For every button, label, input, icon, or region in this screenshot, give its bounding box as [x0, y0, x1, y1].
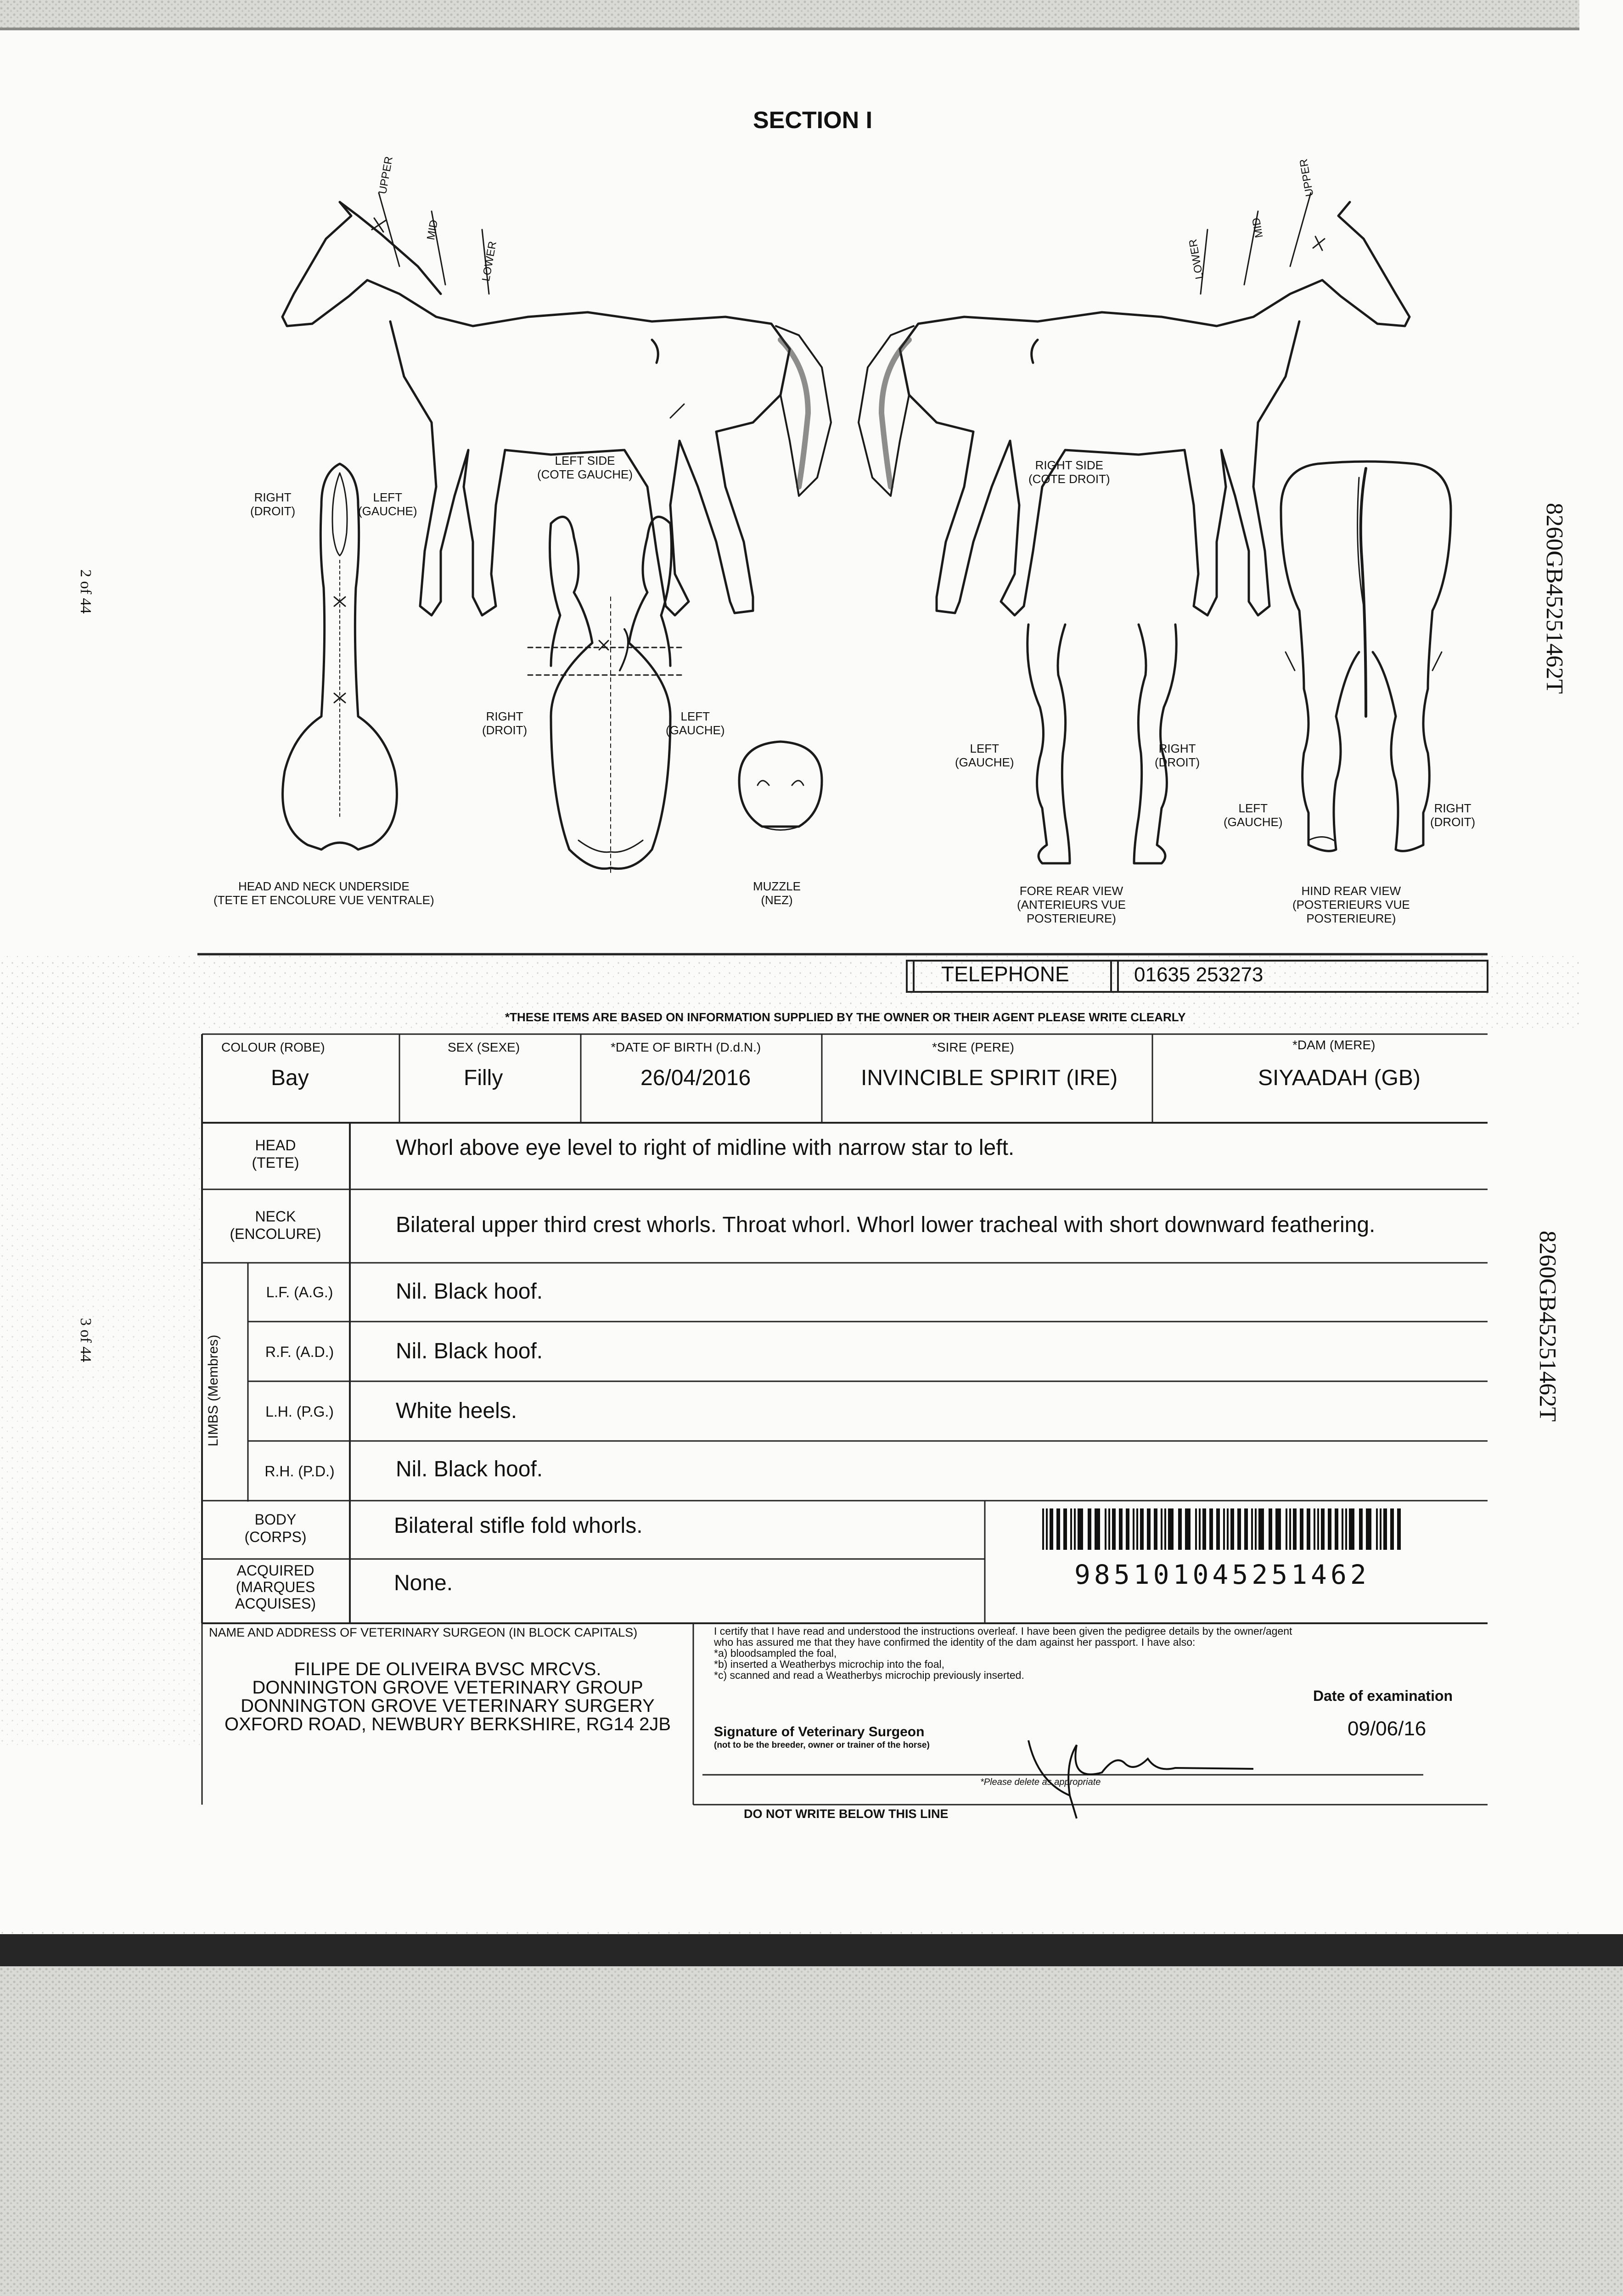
lh-label: L.H. (P.G.) — [265, 1403, 334, 1420]
dob-value: 26/04/2016 — [640, 1066, 751, 1090]
colour-value: Bay — [271, 1066, 309, 1090]
hind-left-label: LEFT (GAUCHE) — [1224, 801, 1283, 829]
vet-practice: DONNINGTON GROVE VETERINARY GROUP — [252, 1677, 643, 1698]
head-left-label: LEFT (GAUCHE) — [666, 709, 725, 737]
rh-label: R.H. (P.D.) — [264, 1463, 335, 1480]
lf-label: L.F. (A.G.) — [266, 1284, 333, 1300]
fore-rear-view-label: FORE REAR VIEW (ANTERIEURS VUE POSTERIEURE) — [1017, 884, 1126, 925]
section-title: SECTION I — [753, 107, 873, 134]
microchip-number: 985101045251462 — [1074, 1559, 1370, 1590]
passport-id-top: 8260GB45251462T — [1541, 503, 1567, 694]
left-side-label: LEFT SIDE (COTE GAUCHE) — [537, 454, 633, 481]
rf-markings: Nil. Black hoof. — [396, 1339, 543, 1363]
acquired-label: ACQUIRED (MARQUES ACQUISES) — [235, 1562, 316, 1612]
neck-zone-upper-right: UPPER — [1297, 158, 1316, 197]
delete-note: *Please delete as appropriate — [980, 1777, 1101, 1787]
body-label: BODY (CORPS) — [244, 1511, 307, 1545]
sex-value: Filly — [464, 1066, 503, 1090]
rh-markings: Nil. Black hoof. — [396, 1457, 543, 1481]
acquired-markings: None. — [394, 1571, 453, 1595]
sire-value: INVINCIBLE SPIRIT (IRE) — [861, 1066, 1118, 1090]
lf-markings: Nil. Black hoof. — [396, 1279, 543, 1304]
vet-name-label: NAME AND ADDRESS OF VETERINARY SURGEON (IN BLOCK CAPITALS) — [209, 1626, 638, 1639]
neck-zone-mid-right: MID — [1250, 216, 1266, 239]
underside-right-label: RIGHT (DROIT) — [250, 490, 296, 518]
sex-label: SEX (SEXE) — [448, 1040, 520, 1054]
head-neck-underside-label: HEAD AND NECK UNDERSIDE (TETE ET ENCOLURE VUE VENTRALE) — [213, 879, 434, 907]
head-markings: Whorl above eye level to right of midline with narrow star to left. — [396, 1136, 1015, 1160]
lh-markings: White heels. — [396, 1399, 517, 1423]
neck-zone-lower: LOWER — [480, 240, 499, 282]
vet-street: OXFORD ROAD, NEWBURY BERKSHIRE, RG14 2JB — [224, 1714, 671, 1734]
sire-label: *SIRE (PERE) — [932, 1040, 1014, 1054]
head-label: HEAD (TETE) — [252, 1137, 299, 1171]
head-right-label: RIGHT (DROIT) — [482, 709, 528, 737]
dam-label: *DAM (MERE) — [1292, 1038, 1376, 1052]
page-number-top: 2 of 44 — [77, 569, 94, 614]
fore-left-label: LEFT (GAUCHE) — [955, 742, 1014, 769]
muzzle-label: MUZZLE (NEZ) — [753, 879, 801, 907]
owner-info-notice: *THESE ITEMS ARE BASED ON INFORMATION SUPPLIED BY THE OWNER OR THEIR AGENT PLEASE WRITE CLEARLY — [505, 1010, 1186, 1024]
dob-label: *DATE OF BIRTH (D.d.N.) — [611, 1040, 761, 1054]
neck-markings: Bilateral upper third crest whorls. Throat whorl. Whorl lower tracheal with short downward feathering. — [396, 1213, 1376, 1237]
neck-label: NECK (ENCOLURE) — [230, 1208, 321, 1242]
page-number-bottom: 3 of 44 — [77, 1318, 94, 1362]
right-side-label: RIGHT SIDE (COTE DROIT) — [1028, 458, 1110, 486]
exam-date-label: Date of examination — [1313, 1688, 1453, 1704]
neck-zone-upper: UPPER — [376, 155, 395, 195]
colour-label: COLOUR (ROBE) — [221, 1040, 325, 1054]
passport-id-bottom: 8260GB45251462T — [1534, 1231, 1561, 1422]
vet-name: FILIPE DE OLIVEIRA BVSC MRCVS. — [294, 1659, 601, 1679]
do-not-write-footer: DO NOT WRITE BELOW THIS LINE — [744, 1807, 949, 1821]
neck-zone-mid: MID — [425, 219, 441, 241]
telephone-label: TELEPHONE — [941, 962, 1069, 986]
telephone-value: 01635 253273 — [1134, 963, 1264, 986]
underside-left-label: LEFT (GAUCHE) — [358, 490, 417, 518]
exam-date: 09/06/16 — [1348, 1717, 1426, 1740]
dam-value: SIYAADAH (GB) — [1258, 1066, 1421, 1090]
signature-label: Signature of Veterinary Surgeon — [714, 1724, 925, 1739]
hind-right-label: RIGHT (DROIT) — [1430, 801, 1476, 829]
rf-label: R.F. (A.D.) — [265, 1344, 334, 1360]
body-markings: Bilateral stifle fold whorls. — [394, 1514, 643, 1538]
hind-rear-view-label: HIND REAR VIEW (POSTERIEURS VUE POSTERIEURE) — [1292, 884, 1410, 925]
neck-zone-lower-right: LOWER — [1186, 238, 1206, 280]
fore-right-label: RIGHT (DROIT) — [1155, 742, 1200, 769]
certification-text: I certify that I have read and understood the instructions overleaf. I have been given the pedigree details by the owner/agent who has assured me that they have confirmed the identity of the dam against her passport. I have also: *a) bloodsampled the foal, *b) inserted a Weatherbys microchip into the foal, *c) scanned and read a Weatherbys microchip previously inserted. — [714, 1625, 1292, 1681]
limbs-label: LIMBS (Membres) — [206, 1334, 221, 1446]
vet-surgery: DONNINGTON GROVE VETERINARY SURGERY — [241, 1696, 655, 1716]
signature-note: (not to be the breeder, owner or trainer of the horse) — [714, 1740, 930, 1750]
